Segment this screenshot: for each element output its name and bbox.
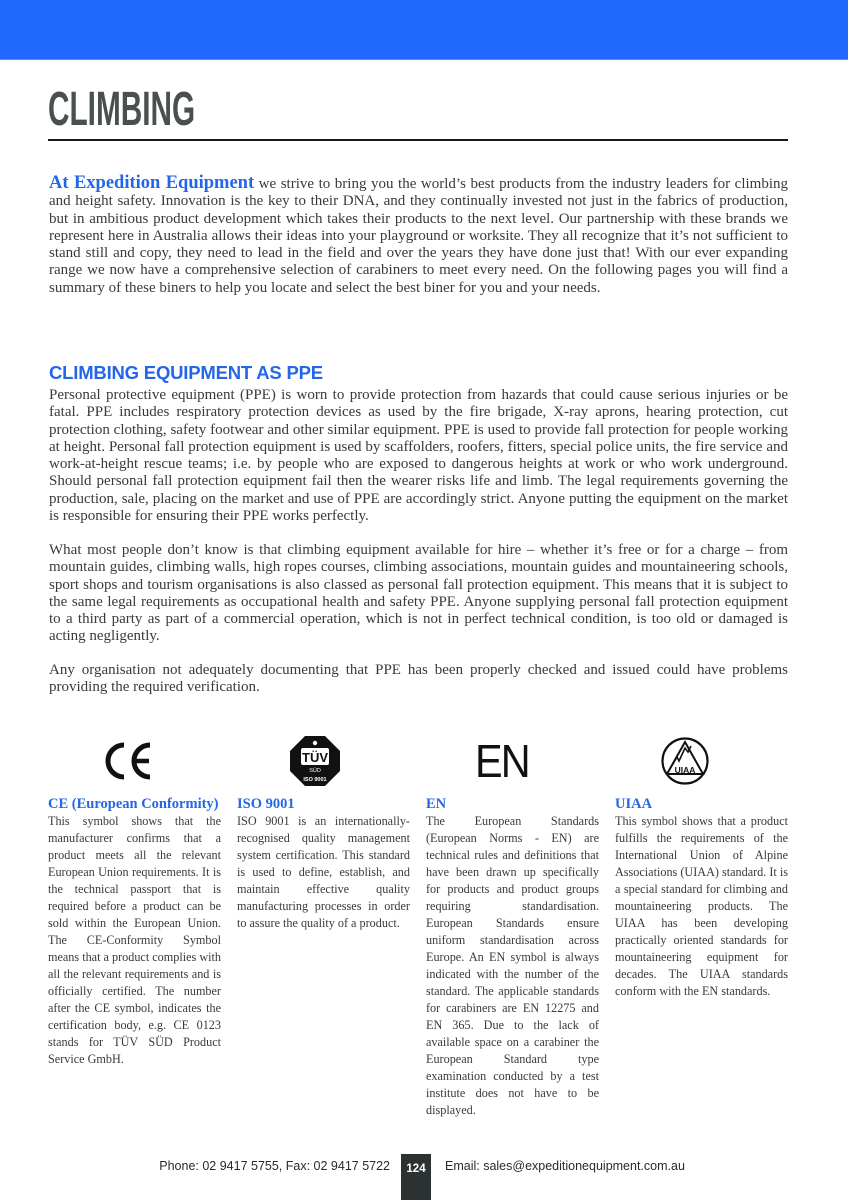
ce-mark-icon (90, 730, 170, 792)
tuv-iso-9001-icon (282, 730, 348, 792)
ppe-paragraph: Any organisation not adequately documenting that PPE has been properly checked and issued could have problems providing the required verification. (49, 662, 788, 696)
cert-description: The European Standards (European Norms - EN) are technical rules and definitions that have been drawn up specifically for products and product groups requiring standardisation. European Standards ensure uniform standardisation across Europe. An EN symbol is always indicated with the number of the standard. The applicable standards for carabiners are EN 12275 and EN 365. Due to the lack of available space on a carabiner the European Standard type examination conducted by a test institute does not have to be displayed. (426, 814, 599, 1117)
cert-heading: UIAA (615, 796, 653, 812)
svg-text:SÜD: SÜD (309, 768, 321, 774)
cert-heading: EN (426, 796, 447, 812)
page-footer (0, 1152, 848, 1200)
footer-email[interactable]: Email: sales@expeditionequipment.com.au (445, 1159, 685, 1173)
section-heading-ppe: CLIMBING EQUIPMENT AS PPE (49, 362, 323, 383)
cert-heading: ISO 9001 (237, 796, 295, 812)
svg-text:TÜV: TÜV (302, 750, 328, 765)
cert-description: This symbol shows that a product fulfills the requirements of the International Union of Alpine Associations (UIAA) standard. It is a special standard for climbing and mountaineering products. The UIAA has been developing practically oriented standards for mountaineering equipment for decades. The UIAA standards conform with the EN standards. (615, 814, 788, 998)
intro-text: we strive to bring you the world’s best products from the industry leaders for climbing and height safety. Innovation is the key to their DNA, and they continually invested not just in the fabrics of production, but in ambitious product development which takes their products to the next level. Our partnership with these brands we represent here in Australia allows their ideas into your playground or worksite. They all recognize that it’s not sufficient to stand still and copy, they need to lead in the field and over the years they have done just that! With our ever expanding range we now have a comprehensive selection of carabiners to meet every need. On the following pages you will find a summary of these biners to help you locate and select the best biner for you and your needs. (49, 176, 789, 296)
ppe-paragraph: What most people don’t know is that climbing equipment available for hire – whether it’s free or for a charge – from mountain guides, climbing walls, high ropes courses, climbing associations, mountain guides and mountaineering schools, sport shops and tourism organisations is also classed as personal fall protection equipment. This means that it is subject to the same legal requirements as occupational health and safety PPE. Anyone supplying personal fall protection equipment to a third party as part of a commercial operation, which is not in perfect technical condition, is too old or damaged is acting negligently. (49, 542, 788, 645)
page-number-tab: 124 (401, 1154, 431, 1200)
title-divider (48, 139, 788, 141)
footer-phone-fax: Phone: 02 9417 5755, Fax: 02 9417 5722 (159, 1159, 390, 1173)
intro-lead: At Expedition Equipment (49, 173, 255, 193)
intro-paragraph (49, 175, 788, 297)
cert-description: This symbol shows that the manufacturer confirms that a product meets all the relevant European Union requirements. It is the technical passport that is required before a product can be sold within the European Union. The CE-Conformity Symbol means that a product complies with all the relevant requirements and is officially certified. The number after the CE symbol, indicates the certification body, e.g. CE 0123 stands for TÜV SÜD Product Service GmbH. (48, 814, 221, 1066)
cert-heading: CE (European Conformity) (48, 796, 219, 812)
cert-column-ce (48, 796, 221, 1068)
ppe-paragraph: Personal protective equipment (PPE) is worn to provide protection from hazards that could cause serious injuries or be fatal. PPE includes respiratory protection devices as used by the fire brigade, X-ray aprons, hearing protection, cut protection clothing, safety footwear and other similar equipment. PPE is used to provide fall protection for people working at height. Personal fall protection equipment is used by scaffolders, roofers, fitters, special police units, the fire service and work-at-height rescue teams; i.e. by people who are exposed to dangerous heights at work or who work underground. Should personal fall protection equipment fail then the wearer risks life and limb. The legal requirements governing the production, sale, placing on the market and use of PPE are accordingly strict. Anyone putting the equipment on the market is responsible for ensuring their PPE works perfectly. (49, 387, 788, 525)
cert-description: ISO 9001 is an internationally-recognised quality management system certification. This standard is used to define, establish, and maintain effective quality manufacturing processes in order to assure the quality of a product. (237, 814, 410, 930)
en-mark-icon: EN (475, 735, 529, 787)
header-bar (0, 0, 848, 60)
page-title: CLIMBING (48, 83, 196, 136)
svg-text:ISO 9001: ISO 9001 (303, 777, 327, 783)
svg-text:UIAA: UIAA (674, 765, 696, 775)
uiaa-mark-icon (654, 730, 716, 792)
cert-column-en (426, 796, 599, 1119)
cert-column-uiaa (615, 796, 788, 1000)
certification-icons (0, 730, 848, 792)
cert-column-iso (237, 796, 410, 932)
